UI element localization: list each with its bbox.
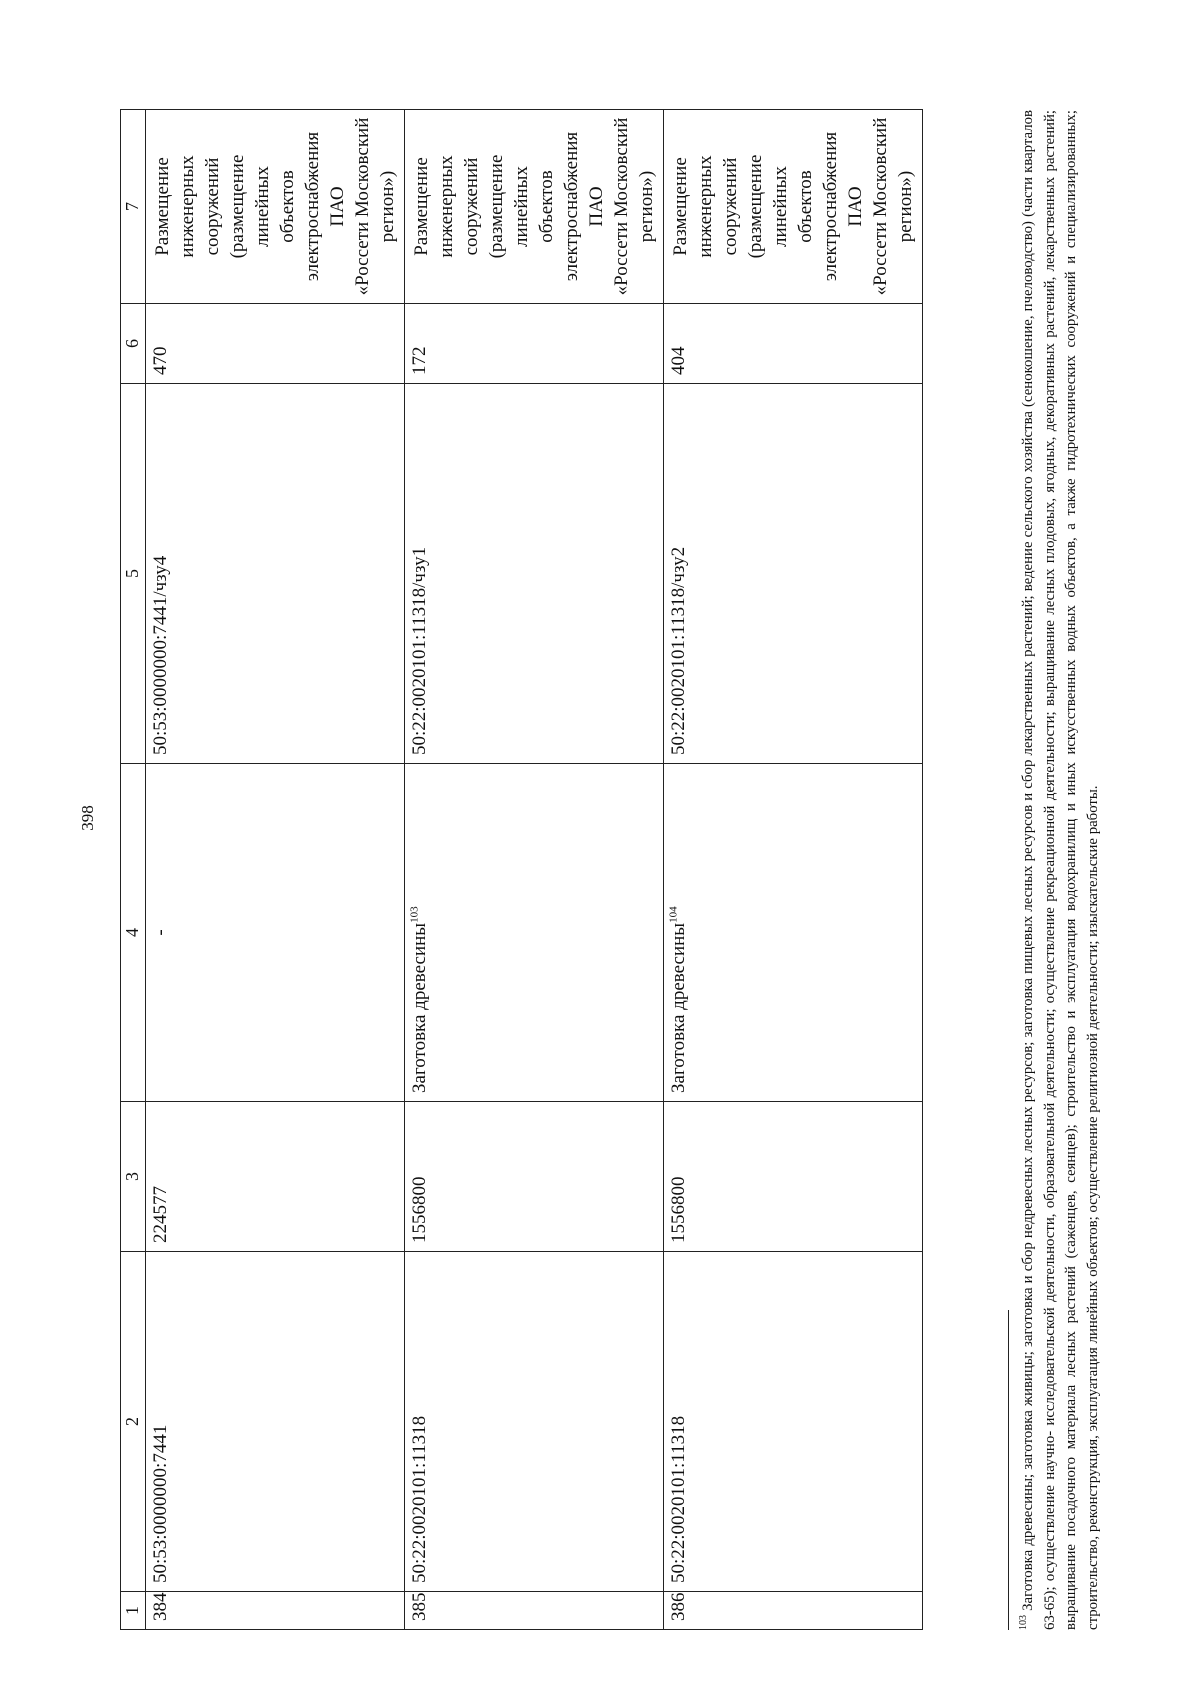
zone-area: 470 xyxy=(146,304,405,384)
row-number: 384 xyxy=(146,1592,405,1630)
plot-area: 1556800 xyxy=(664,1102,923,1252)
zone-number: 50:22:0020101:11318/чзу2 xyxy=(664,384,923,764)
row-number: 386 xyxy=(664,1592,923,1630)
plot-area: 224577 xyxy=(146,1102,405,1252)
table-row xyxy=(664,110,923,1630)
use-type: Заготовка древесины$^{103}$ xyxy=(405,764,664,1102)
footnote-separator xyxy=(1008,1310,1009,1630)
land-plots-table xyxy=(120,109,923,1630)
zone-area: 404 xyxy=(664,304,923,384)
zone-area: 172 xyxy=(405,304,664,384)
plot-area: 1556800 xyxy=(405,1102,664,1252)
cadastral-number: 50:22:0020101:11318 xyxy=(405,1252,664,1592)
column-header: 6 xyxy=(121,304,146,384)
footnote-ref: 104 xyxy=(667,906,680,923)
column-header: 5 xyxy=(121,384,146,764)
footnote-marker: 103 xyxy=(1018,1615,1030,1630)
table-row xyxy=(405,110,664,1630)
zone-number: 50:53:0000000:7441/чзу4 xyxy=(146,384,405,764)
column-header: 1 xyxy=(121,1592,146,1630)
footnote-ref: 103 xyxy=(408,906,421,923)
table-row xyxy=(146,110,405,1630)
page-number: 398 xyxy=(78,805,97,831)
footnote xyxy=(1018,110,1104,1630)
purpose: Размещение инженерных сооружений (размещение линейных объектов электроснабжения ПАО «Россети Московский регион») xyxy=(664,110,923,304)
use-type: - xyxy=(146,764,405,1102)
row-number: 385 xyxy=(405,1592,664,1630)
purpose: Размещение инженерных сооружений (размещение линейных объектов электроснабжения ПАО «Россети Московский регион») xyxy=(405,110,664,304)
zone-number: 50:22:0020101:11318/чзу1 xyxy=(405,384,664,764)
rotated-landscape-content xyxy=(120,109,1101,1630)
column-header: 3 xyxy=(121,1102,146,1252)
cadastral-number: 50:22:0020101:11318 xyxy=(664,1252,923,1592)
cadastral-number: 50:53:0000000:7441 xyxy=(146,1252,405,1592)
table-header-row xyxy=(121,110,146,1630)
column-header: 4 xyxy=(121,764,146,1102)
column-header: 2 xyxy=(121,1252,146,1592)
use-type: Заготовка древесины$^{104}$ xyxy=(664,764,923,1102)
purpose: Размещение инженерных сооружений (размещение линейных объектов электроснабжения ПАО «Россети Московский регион») xyxy=(146,110,405,304)
column-header: 7 xyxy=(121,110,146,304)
footnote-text: Заготовка древесины; заготовка живицы; заготовка и сбор недревесных лесных ресурсов; заготовка пищевых лесных ресурсов и сбор лекарственных растений; ведение сельского хозяйства (сенокошение, пчеловодство) (части кварталов 63-65); осуществление научно- исследовательской деятельности, образовательной деятельности; осуществление рекреационной деятельности; выращивание лесных плодовых, ягодных, декоративных растений, лекарственных растений; выращивание посадочного материала лесных растений (саженцев, сеянцев); строительство и эксплуатация водохранилищ и иных искусственных водных объектов, а также гидротехнических сооружений и специализированных; строительство, реконструкция, эксплуатация линейных объектов; осуществление религиозной деятельности; изыскательские работы. xyxy=(1020,109,1101,1630)
